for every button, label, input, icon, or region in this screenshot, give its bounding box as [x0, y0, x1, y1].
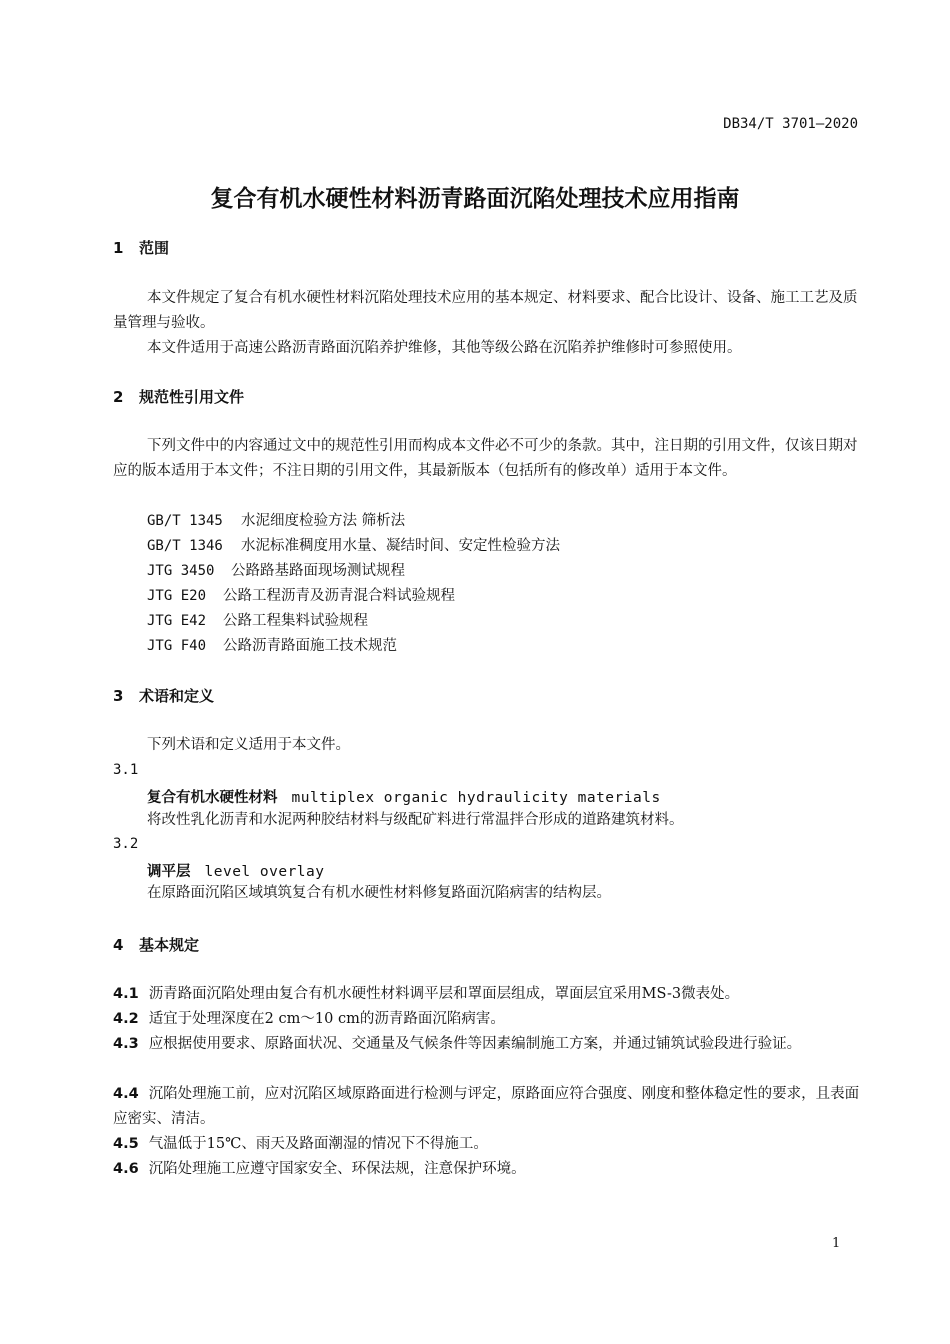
reference-title: 水泥标准稠度用水量、凝结时间、安定性检验方法 — [241, 538, 560, 554]
clause-text: 沉陷处理施工应遵守国家安全、环保法规，注意保护环境。 — [148, 1161, 526, 1177]
clause-text: 沉陷处理施工前，应对沉陷区域原路面进行检测与评定，原路面应符合强度、刚度和整体稳定性的要求，且表面应密实、清洁。 — [113, 1086, 860, 1127]
reference-code: GB/T 1346 — [147, 538, 223, 554]
reference-item — [147, 584, 455, 609]
clause-number: 4.3 — [113, 1036, 139, 1052]
section-title: 规范性引用文件 — [139, 388, 245, 406]
reference-title: 水泥细度检验方法 筛析法 — [241, 513, 406, 529]
clause-number: 4.4 — [113, 1086, 139, 1102]
section-1-paragraph-2: 本文件适用于高速公路沥青路面沉陷养护维修，其他等级公路在沉陷养护维修时可参照使用。 — [147, 340, 742, 356]
reference-item — [147, 534, 560, 559]
section-1-heading — [113, 237, 169, 258]
doc-code: DB34/T 3701—2020 — [723, 116, 858, 132]
clause-text: 适宜于处理深度在2 cm～10 cm的沥青路面沉陷病害。 — [148, 1011, 505, 1027]
clause-text: 沥青路面沉陷处理由复合有机水硬性材料调平层和罩面层组成，罩面层宜采用MS-3微表处。 — [148, 986, 740, 1002]
clause-item — [113, 982, 739, 1007]
reference-item — [147, 634, 397, 659]
reference-title: 公路工程沥青及沥青混合料试验规程 — [223, 588, 455, 604]
clause-item — [113, 1157, 526, 1182]
reference-item — [147, 559, 405, 584]
reference-title: 公路路基路面现场测试规程 — [231, 563, 405, 579]
term-number: 3.2 — [113, 836, 139, 852]
page-number: 1 — [832, 1236, 841, 1251]
clause-item — [113, 1132, 488, 1157]
section-number: 1 — [113, 239, 124, 257]
reference-item — [147, 509, 405, 534]
reference-item — [147, 609, 368, 634]
section-title: 基本规定 — [139, 936, 200, 954]
clause-number: 4.1 — [113, 986, 139, 1002]
term-definition: 将改性乳化沥青和水泥两种胶结材料与级配矿料进行常温拌合形成的道路建筑材料。 — [147, 812, 684, 828]
reference-code: JTG F40 — [147, 638, 207, 654]
term-english: multiplex organic hydraulicity materials — [291, 790, 661, 806]
clause-item — [113, 1007, 505, 1032]
section-number: 3 — [113, 687, 124, 705]
section-number: 2 — [113, 388, 124, 406]
reference-title: 公路沥青路面施工技术规范 — [223, 638, 397, 654]
section-2-heading — [113, 386, 244, 407]
reference-title: 公路工程集料试验规程 — [223, 613, 368, 629]
section-3-intro: 下列术语和定义适用于本文件。 — [147, 737, 350, 753]
clause-number: 4.5 — [113, 1136, 139, 1152]
term-english: level overlay — [204, 864, 325, 880]
reference-code: JTG E20 — [147, 588, 207, 604]
section-2-intro: 下列文件中的内容通过文中的规范性引用而构成本文件必不可少的条款。其中，注日期的引用文件，仅该日期对应的版本适用于本文件；不注日期的引用文件，其最新版本（包括所有的修改单）适用于本文件。 — [113, 438, 858, 479]
term-definition: 在原路面沉陷区域填筑复合有机水硬性材料修复路面沉陷病害的结构层。 — [147, 885, 611, 901]
section-1-paragraph-1: 本文件规定了复合有机水硬性材料沉陷处理技术应用的基本规定、材料要求、配合比设计、设备、施工工艺及质量管理与验收。 — [113, 290, 858, 331]
section-title: 术语和定义 — [139, 687, 215, 705]
section-3-heading — [113, 685, 214, 706]
section-number: 4 — [113, 936, 124, 954]
clause-item — [113, 1032, 860, 1057]
term-chinese: 调平层 — [147, 864, 191, 880]
clause-text: 应根据使用要求、原路面状况、交通量及气候条件等因素编制施工方案，并通过铺筑试验段进行验证。 — [148, 1036, 802, 1052]
term-number: 3.1 — [113, 762, 139, 778]
doc-title: 复合有机水硬性材料沥青路面沉陷处理技术应用指南 — [210, 186, 740, 212]
clause-text: 气温低于15℃、雨天及路面潮湿的情况下不得施工。 — [148, 1136, 488, 1152]
clause-number: 4.6 — [113, 1161, 139, 1177]
section-title: 范围 — [139, 239, 170, 257]
section-4-heading — [113, 934, 199, 955]
clause-number: 4.2 — [113, 1011, 139, 1027]
reference-code: GB/T 1345 — [147, 513, 223, 529]
reference-code: JTG E42 — [147, 613, 207, 629]
term-heading — [147, 860, 325, 881]
reference-code: JTG 3450 — [147, 563, 215, 579]
term-heading — [147, 786, 661, 807]
term-chinese: 复合有机水硬性材料 — [147, 790, 278, 806]
clause-item — [113, 1082, 860, 1132]
